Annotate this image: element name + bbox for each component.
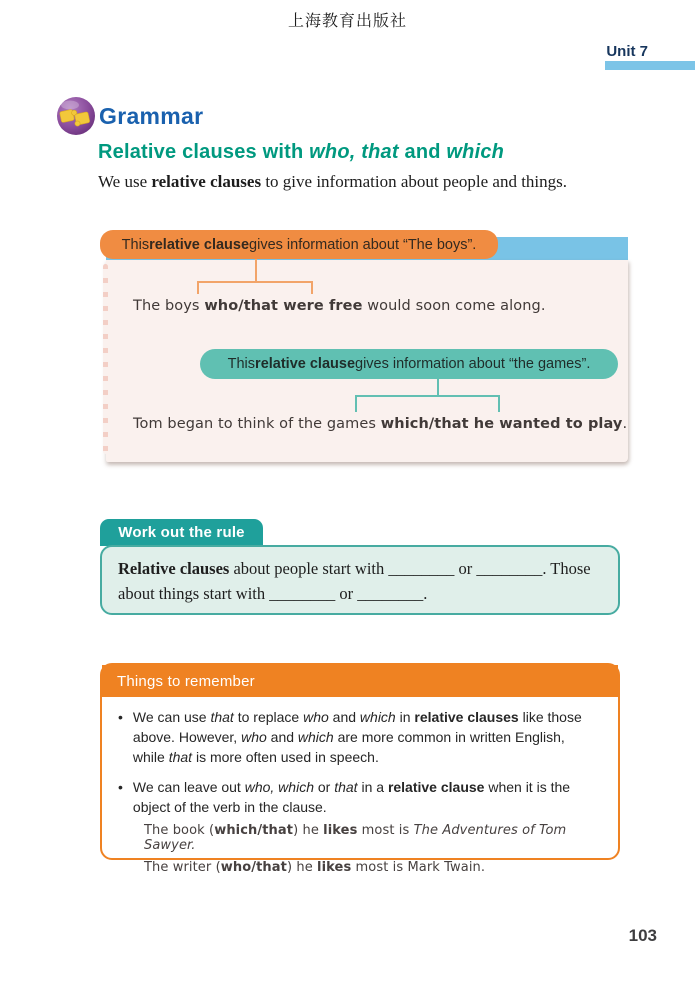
things-to-remember-box <box>100 663 620 876</box>
example-diagram <box>100 230 628 462</box>
page-number: 103 <box>628 926 657 945</box>
grammar-heading <box>56 96 203 136</box>
remember-bullet-2 <box>118 778 598 818</box>
things-to-remember-body <box>102 697 618 875</box>
unit-accent-bar <box>605 61 695 70</box>
puzzle-icon <box>56 96 96 136</box>
section-title: Relative clauses with who, that and which <box>98 141 505 163</box>
remember-bullet-1 <box>118 708 598 768</box>
remember-bullet-1-text: We can use that to replace who and which in relative clauses like those above. However, who and which are more common in written English, while that is more often used in speech. <box>132 709 582 765</box>
remember-bullet-2-text: We can leave out who, which or that in a relative clause when it is the object of the verb in the clause. <box>132 778 571 815</box>
remember-example-1: The book (which/that) he likes most is The Adventures of Tom Sawyer. <box>144 823 567 854</box>
callout-the-games: This relative clause gives information about “the games”. <box>200 349 618 379</box>
intro-text: We use relative clauses to give information about people and things. <box>98 172 568 191</box>
work-out-the-rule-tab: Work out the rule <box>100 519 263 546</box>
bracket-orange <box>197 281 313 294</box>
example-sentence-games: Tom began to think of the games which/that he wanted to play. <box>133 416 628 432</box>
bracket-teal <box>355 395 500 412</box>
work-out-the-rule-box <box>100 545 620 615</box>
unit-label: Unit 7 <box>606 43 648 60</box>
publisher-name: 上海教育出版社 <box>287 13 407 30</box>
rule-fill-in-text: Relative clauses about people start with ________ or ________. Those about things start with ________ or ________. <box>118 559 591 603</box>
example-sentence-boys: The boys who/that were free would soon come along. <box>133 298 546 314</box>
grammar-title: Grammar <box>99 102 204 129</box>
bullet-icon: • <box>118 709 123 725</box>
callout-stem-teal <box>437 379 439 395</box>
remember-example-2: The writer (who/that) he likes most is Mark Twain. <box>144 860 486 876</box>
things-to-remember-title: Things to remember <box>102 665 618 697</box>
callout-the-boys: This relative clause gives information about “The boys”. <box>100 230 498 259</box>
callout-stem-orange <box>255 259 257 281</box>
bullet-icon: • <box>118 778 123 795</box>
